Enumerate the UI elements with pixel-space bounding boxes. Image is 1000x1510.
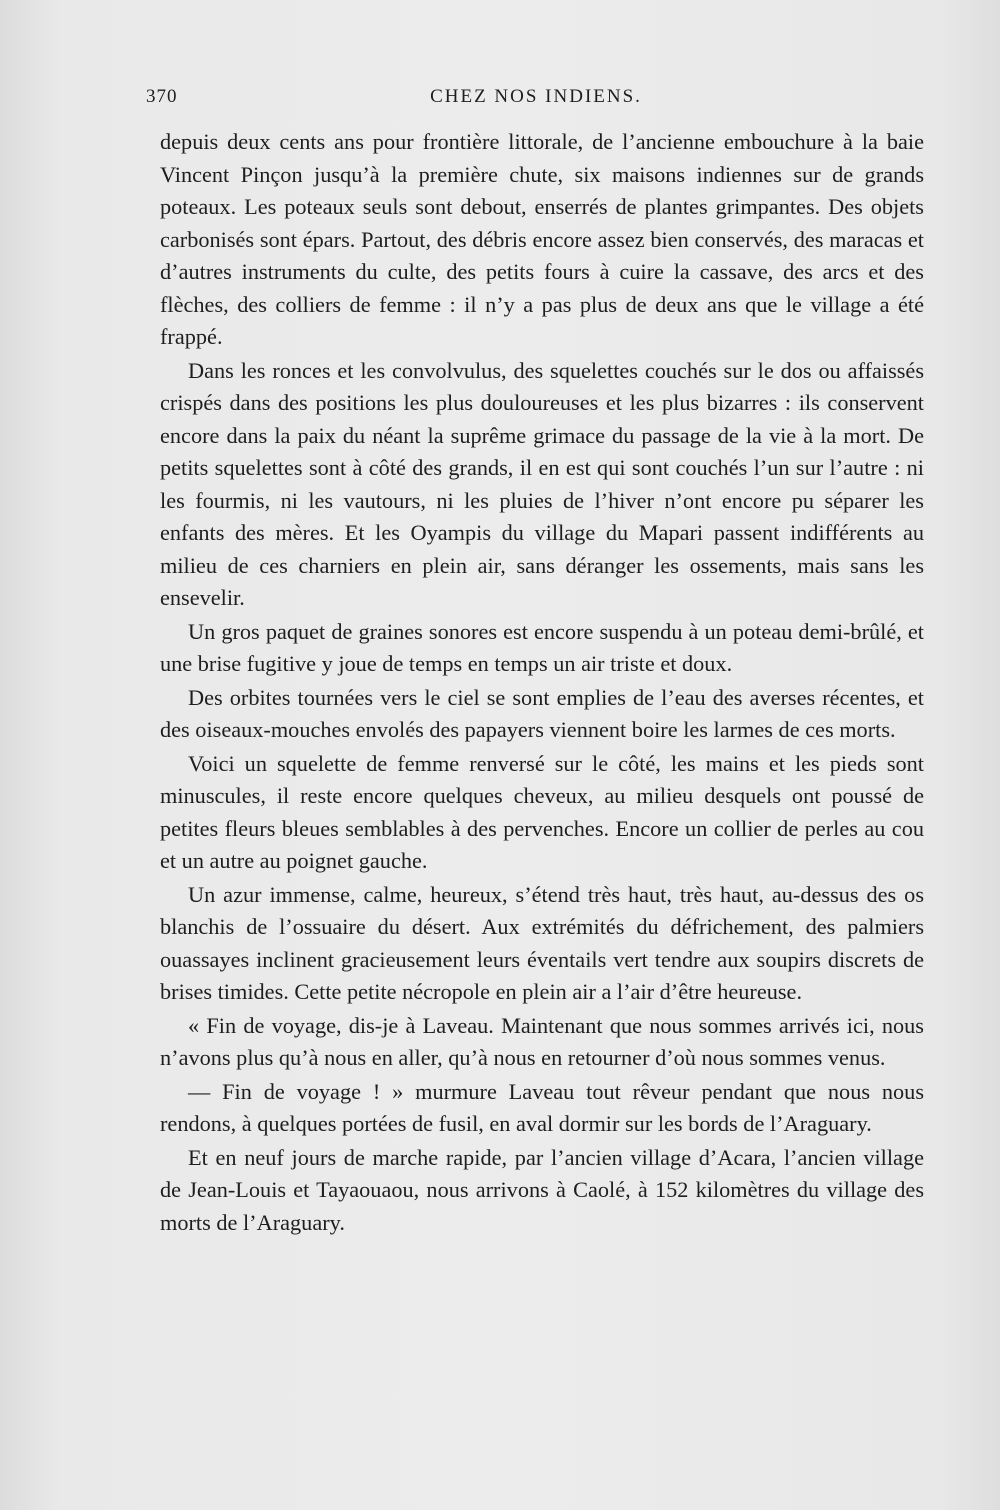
paragraph-2: Dans les ronces et les convolvulus, des squelettes couchés sur le dos ou affaissés crispés dans des positions les plus douloureuses et les plus bizarres : ils conservent encore dans la paix du néant la suprême grimace du passage de la vie à la mort. De petits squelettes sont à côté des grands, il en est qui sont couchés l’un sur l’autre : ni les fourmis, ni les vautours, ni les pluies de l’hiver n’ont encore pu séparer les enfants des mères. Et les Oyampis du village du Mapari passent indifférents au milieu de ces charniers en plein air, sans déranger les ossements, mais sans les ensevelir.: [160, 357, 924, 610]
paragraph-1: depuis deux cents ans pour frontière littorale, de l’ancienne embouchure à la baie Vincent Pinçon jusqu’à la première chute, six maisons indiennes sur de grands poteaux. Les poteaux seuls sont debout, enserrés de plantes grimpantes. Des objets carbonisés sont épars. Partout, des débris encore assez bien conservés, des maracas et d’autres instruments du culte, des petits fours à cuire la cassave, des arcs et des flèches, des colliers de femme : il n’y a pas plus de deux ans que le village a été frappé.: [160, 129, 924, 349]
paragraph-3: Un gros paquet de graines sonores est encore suspendu à un poteau demi-brûlé, et une brise fugitive y joue de temps en temps un air triste et doux.: [160, 618, 924, 676]
page-number: 370: [146, 86, 178, 107]
running-title: CHEZ NOS INDIENS.: [430, 86, 642, 107]
page-header: [146, 86, 926, 116]
paragraph-6: Un azur immense, calme, heureux, s’étend très haut, très haut, au-dessus des os blanchis de l’ossuaire du désert. Aux extrémités du défrichement, des palmiers ouassayes inclinent gracieusement leurs éventails vert tendre aux soupirs discrets de brises timides. Cette petite nécropole en plein air a l’air d’être heureuse.: [160, 881, 924, 1004]
body-text: [160, 126, 924, 1239]
paragraph-9: Et en neuf jours de marche rapide, par l’ancien village d’Acara, l’ancien village de Jean-Louis et Tayaouaou, nous arrivons à Caolé, à 152 kilomètres du village des morts de l’Araguary.: [160, 1144, 924, 1235]
paragraph-8: — Fin de voyage ! » murmure Laveau tout rêveur pendant que nous nous rendons, à quelques portées de fusil, en aval dormir sur les bords de l’Araguary.: [160, 1078, 924, 1136]
paragraph-7: « Fin de voyage, dis-je à Laveau. Maintenant que nous sommes arrivés ici, nous n’avons plus qu’à nous en aller, qu’à nous en retourner d’où nous sommes venus.: [160, 1012, 924, 1070]
paragraph-4: Des orbites tournées vers le ciel se sont emplies de l’eau des averses récentes, et des oiseaux-mouches envolés des papayers viennent boire les larmes de ces morts.: [160, 684, 924, 742]
paragraph-5: Voici un squelette de femme renversé sur le côté, les mains et les pieds sont minuscules, il reste encore quelques cheveux, au milieu desquels ont poussé de petites fleurs bleues semblables à des pervenches. Encore un collier de perles au cou et un autre au poignet gauche.: [160, 750, 924, 873]
